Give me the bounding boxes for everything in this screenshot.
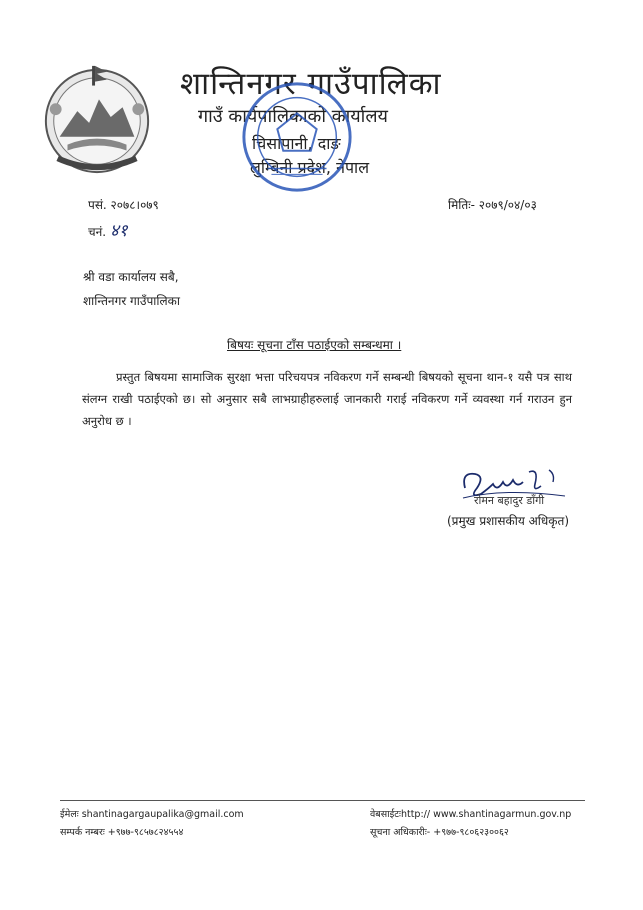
letter-date: मितिः- २०७९/०४/०३	[448, 198, 537, 212]
footer-phone: सम्पर्क नम्बरः +९७७-९८५७८२४५५४	[60, 827, 184, 838]
addressee-line-1: श्री वडा कार्यालय सबै,	[83, 270, 179, 284]
footer-divider	[60, 800, 585, 801]
footer-website: वेबसाईटःhttp:// www.shantinagarmun.gov.np	[370, 809, 572, 820]
footer-email: ईमेलः shantinagargaupalika@gmail.com	[60, 809, 244, 820]
municipality-title: शान्तिनगर गाउँपालिका	[180, 66, 442, 102]
nepal-emblem-icon	[38, 60, 156, 178]
office-location: चिसापानी, दाङ	[252, 134, 341, 153]
dispatch-number-row	[88, 218, 128, 241]
letter-body: प्रस्तुत बिषयमा सामाजिक सुरक्षा भत्ता परिचयपत्र नविकरण गर्ने सम्बन्धी बिषयको सूचना थान-१ यसै पत्र साथ संलग्न राखी पठाईएको छ। सो अनुसार सबै लाभग्राहीहरुलाई जानकारी गराई नविकरण गर्ने व्यवस्था गर्न गराउन हुन अनुरोध छ ।	[82, 370, 572, 428]
office-name: गाउँ कार्यपालिकाको कार्यालय	[198, 106, 388, 127]
signatory-name: रोमन बहादुर डाँगी	[474, 494, 545, 507]
official-stamp-icon	[238, 78, 356, 196]
dispatch-number: ४१	[109, 221, 128, 241]
signatory-title: (प्रमुख प्रशासकीय अधिकृत)	[447, 514, 570, 528]
province-country: लुम्बिनी प्रदेश, नेपाल	[250, 158, 370, 177]
addressee-line-2: शान्तिनगर गाउँपालिका	[83, 294, 180, 308]
letter-reference-number: पसं. २०७८।०७९	[88, 198, 159, 212]
letter-subject: बिषयः सूचना टाँस पठाईएको सम्बन्धमा ।	[227, 338, 402, 352]
dispatch-label: चनं.	[88, 225, 107, 239]
footer-info-officer: सूचना अधिकारीः- +९७७-९८०६२३००६२	[370, 827, 509, 838]
